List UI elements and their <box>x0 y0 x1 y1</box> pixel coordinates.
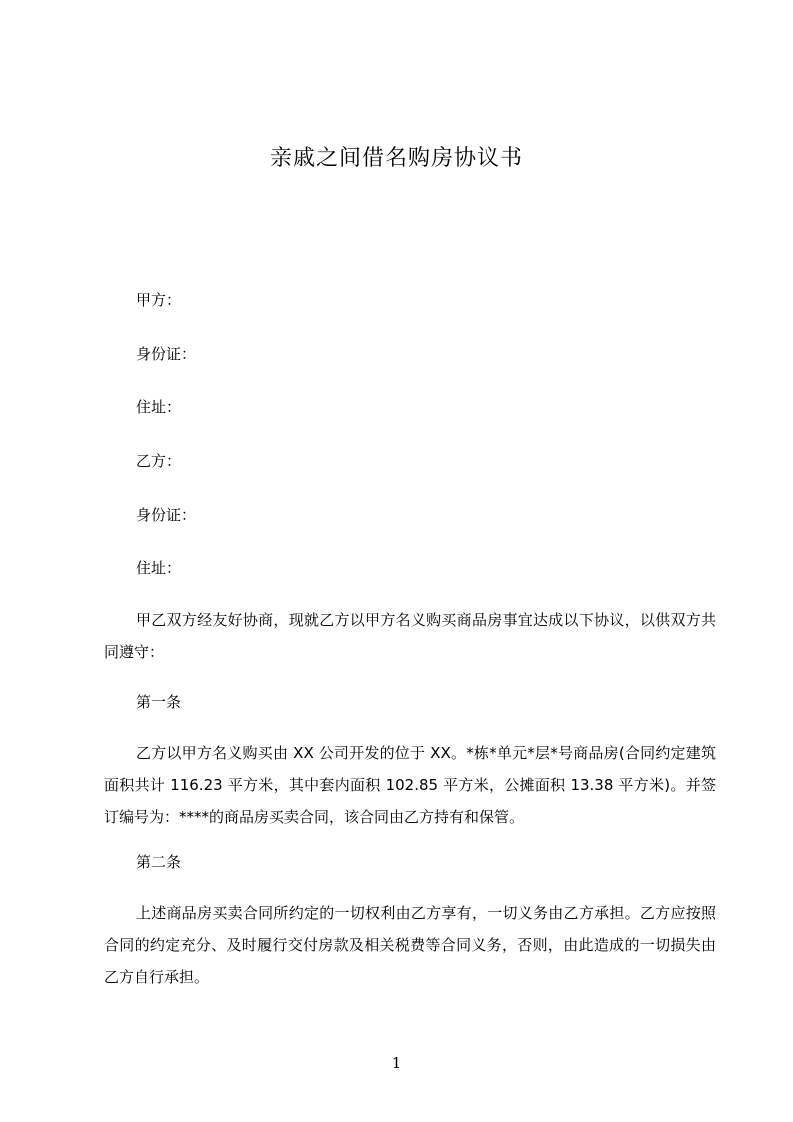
page-number: 1 <box>391 1054 402 1072</box>
party-b-label: 乙方： <box>136 452 182 470</box>
party-b-id-label: 身份证： <box>136 506 197 524</box>
article-2-heading: 第二条 <box>136 853 182 871</box>
party-b-address-label: 住址： <box>136 559 182 577</box>
article-1-body: 乙方以甲方名义购买由 XX 公司开发的位于 XX。*栋*单元*层*号商品房(合同约定建筑面积共计 116.23 平方米，其中套内面积 102.85 平方米，公摊面积 13.38 平方米)。并签订编号为：****的商品房买卖合同，该合同由乙方持有和保管。 <box>104 744 716 826</box>
party-a-address-label: 住址： <box>136 398 182 416</box>
preamble-paragraph: 甲乙双方经友好协商，现就乙方以甲方名义购买商品房事宜达成以下协议，以供双方共同遵守： <box>104 611 716 661</box>
document-title: 亲戚之间借名购房协议书 <box>269 146 523 171</box>
party-a-label: 甲方： <box>136 291 182 309</box>
article-1-heading: 第一条 <box>136 693 182 711</box>
article-2-body: 上述商品房买卖合同所约定的一切权利由乙方享有，一切义务由乙方承担。乙方应按照合同的约定充分、及时履行交付房款及相关税费等合同义务，否则，由此造成的一切损失由乙方自行承担。 <box>104 904 716 986</box>
party-a-id-label: 身份证： <box>136 345 197 363</box>
